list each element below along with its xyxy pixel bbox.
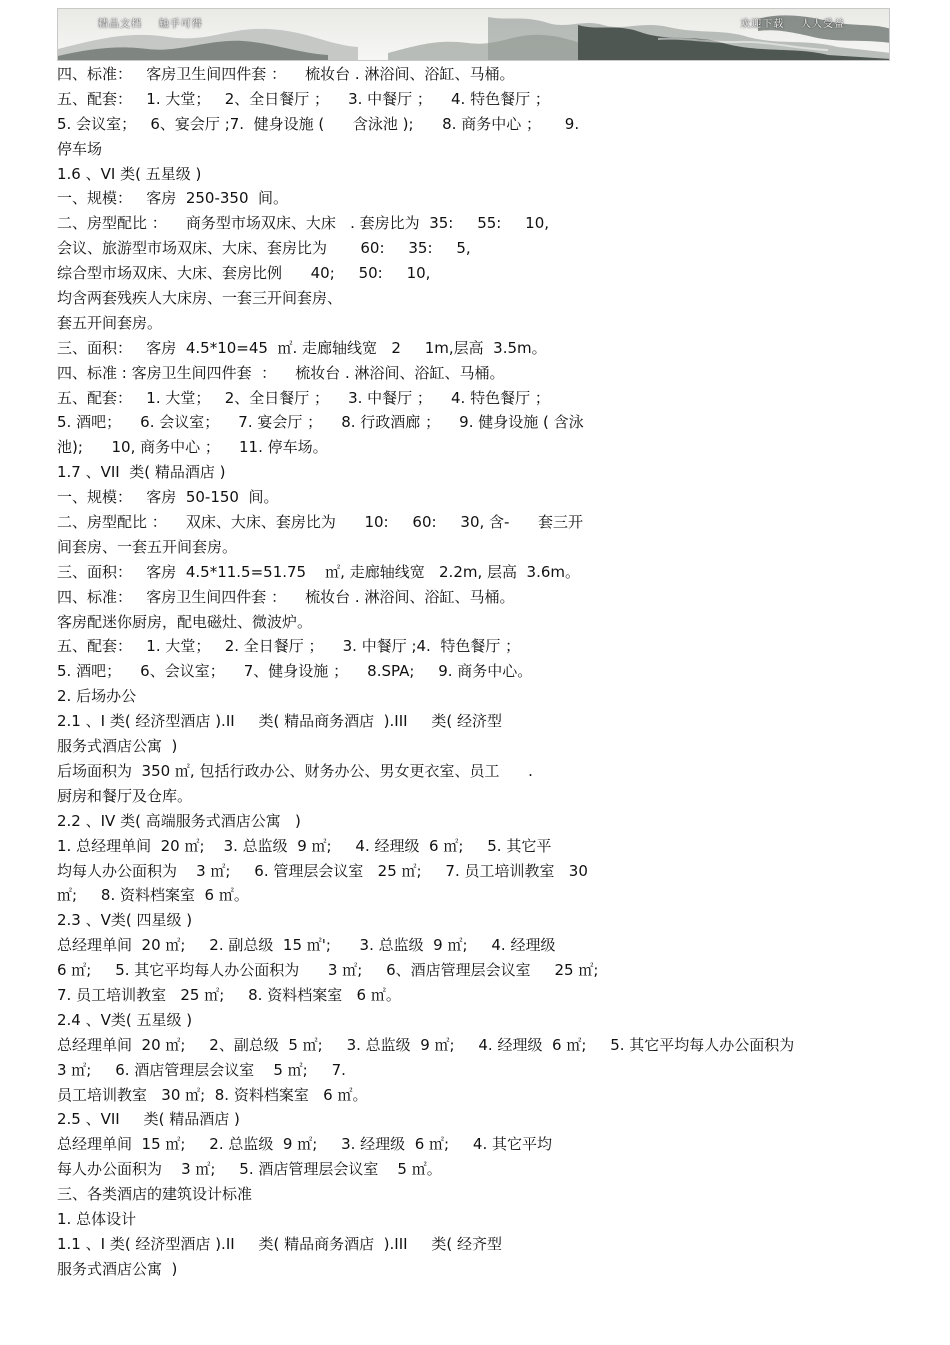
text-line: 二、房型配比 ： 双床、大床、套房比为 10: 60: 30, 含- 套三开: [57, 513, 584, 532]
text-line: 员工培训教室 30 ㎡; 8. 资料档案室 6 ㎡。: [57, 1085, 368, 1104]
text-line: 均每人办公面积为 3 ㎡; 6. 管理层会议室 25 ㎡; 7. 员工培训教室 30: [57, 861, 588, 880]
text-line: 四、标准： 客房卫生间四件套 ： 梳妆台 . 淋浴间、浴缸、马桶。: [57, 65, 515, 83]
text-line: 总经理单间 15 ㎡; 2. 总监级 9 ㎡; 3. 经理级 6 ㎡; 4. 其它平均: [57, 1135, 553, 1154]
text-line: 池); 10, 商务中心 ； 11. 停车场。: [57, 438, 328, 457]
text-line: 二、房型配比 ： 商务型市场双床、大床 . 套房比为 35: 55: 10,: [57, 214, 550, 233]
section-heading: 2.5 、VII 类( 精品酒店 ): [57, 1110, 240, 1129]
section-heading: 2.3 、V类( 四星级 ): [57, 911, 193, 930]
text-line: 总经理单间 20 ㎡; 2、副总级 5 ㎡; 3. 总监级 9 ㎡; 4. 经理级 6 ㎡; 5. 其它平均每人办公面积为: [57, 1035, 795, 1054]
section-heading: 1.1 、I 类( 经济型酒店 ).II 类( 精品商务酒店 ).III 类( 经齐型: [57, 1234, 503, 1253]
text-line: 五、配套： 1. 大堂； 2、全日餐厅 ； 3. 中餐厅 ； 4. 特色餐厅 ；: [57, 388, 550, 407]
text-line: 后场面积为 350 ㎡, 包括行政办公、财务办公、男女更衣室、员工 .: [57, 761, 533, 780]
section-heading: 2.4 、V类( 五星级 ): [57, 1010, 193, 1029]
text-line: 6 ㎡; 5. 其它平均每人办公面积为 3 ㎡; 6、酒店管理层会议室 25 ㎡;: [57, 961, 599, 980]
text-line: 一、规模： 客房 250-350 间。: [57, 189, 289, 208]
banner-left-text: 精品文档 触手可得: [98, 19, 203, 30]
text-line: 厨房和餐厅及仓库。: [57, 786, 193, 805]
text-line: 一、规模： 客房 50-150 间。: [57, 488, 279, 507]
text-line: 5. 酒吧； 6. 会议室； 7. 宴会厅 ； 8. 行政酒廊 ； 9. 健身设施 ( 含泳: [57, 413, 584, 432]
text-line: ㎡; 8. 资料档案室 6 ㎡。: [57, 886, 249, 905]
section-heading: 三、各类酒店的建筑设计标准: [57, 1185, 253, 1204]
text-line: 四、标准： 客房卫生间四件套 ： 梳妆台 . 淋浴间、浴缸、马桶。: [57, 587, 515, 606]
text-line: 三、面积： 客房 4.5*10=45 ㎡. 走廊轴线宽 2 1m,层高 3.5m。: [57, 338, 547, 357]
text-line: 服务式酒店公寓 ): [57, 1259, 178, 1278]
text-line: 总经理单间 20 ㎡; 2. 副总级 15 ㎡'; 3. 总监级 9 ㎡; 4. 经理级: [57, 936, 556, 955]
text-line: 3 ㎡; 6. 酒店管理层会议室 5 ㎡; 7.: [57, 1060, 346, 1079]
text-line: 7. 员工培训教室 25 ㎡; 8. 资料档案室 6 ㎡。: [57, 985, 401, 1004]
text-line: 会议、旅游型市场双床、大床、套房比为 60: 35: 5,: [57, 239, 471, 258]
section-heading: 2.2 、IV 类( 高端服务式酒店公寓 ): [57, 811, 301, 830]
section-heading: 1.7 、VII 类( 精品酒店 ): [57, 463, 226, 482]
header-banner: [57, 8, 890, 61]
text-line: 停车场: [57, 139, 103, 158]
text-line: 每人办公面积为 3 ㎡; 5. 酒店管理层会议室 5 ㎡。: [57, 1160, 442, 1179]
text-line: 5. 酒吧； 6、会议室； 7、健身设施 ； 8.SPA; 9. 商务中心。: [57, 662, 533, 681]
text-line: 综合型市场双床、大床、套房比例 40; 50: 10,: [57, 264, 431, 283]
section-heading: 2.1 、I 类( 经济型酒店 ).II 类( 精品商务酒店 ).III 类( 经济型: [57, 712, 503, 731]
text-line: 5. 会议室； 6、宴会厅 ;7. 健身设施 ( 含泳池 ); 8. 商务中心 ； 9.: [57, 114, 580, 133]
text-line: 服务式酒店公寓 ): [57, 737, 178, 756]
banner-right-text: 欢迎下载 人人受益: [740, 19, 845, 30]
text-line: 五、配套： 1. 大堂； 2、全日餐厅 ； 3. 中餐厅 ； 4. 特色餐厅 ；: [57, 89, 550, 108]
text-line: 客房配迷你厨房，配电磁灶、微波炉。: [57, 612, 313, 631]
text-line: 1. 总经理单间 20 ㎡; 3. 总监级 9 ㎡; 4. 经理级 6 ㎡; 5. 其它平: [57, 836, 552, 855]
text-line: 三、面积： 客房 4.5*11.5=51.75 ㎡, 走廊轴线宽 2.2m, 层高 3.6m。: [57, 562, 581, 581]
text-line: 套五开间套房。: [57, 313, 163, 332]
section-heading: 1.6 、VI 类( 五星级 ): [57, 164, 202, 183]
text-line: 间套房、一套五开间套房。: [57, 537, 238, 556]
section-heading: 1. 总体设计: [57, 1209, 137, 1228]
text-line: 五、配套： 1. 大堂； 2. 全日餐厅 ； 3. 中餐厅 ;4. 特色餐厅 ；: [57, 637, 521, 656]
text-line: 均含两套残疾人大床房、一套三开间套房、: [57, 289, 343, 308]
document-body: [57, 62, 897, 1282]
text-line: 四、标准 : 客房卫生间四件套 ： 梳妆台 . 淋浴间、浴缸、马桶。: [57, 363, 505, 382]
section-heading: 2. 后场办公: [57, 687, 137, 706]
